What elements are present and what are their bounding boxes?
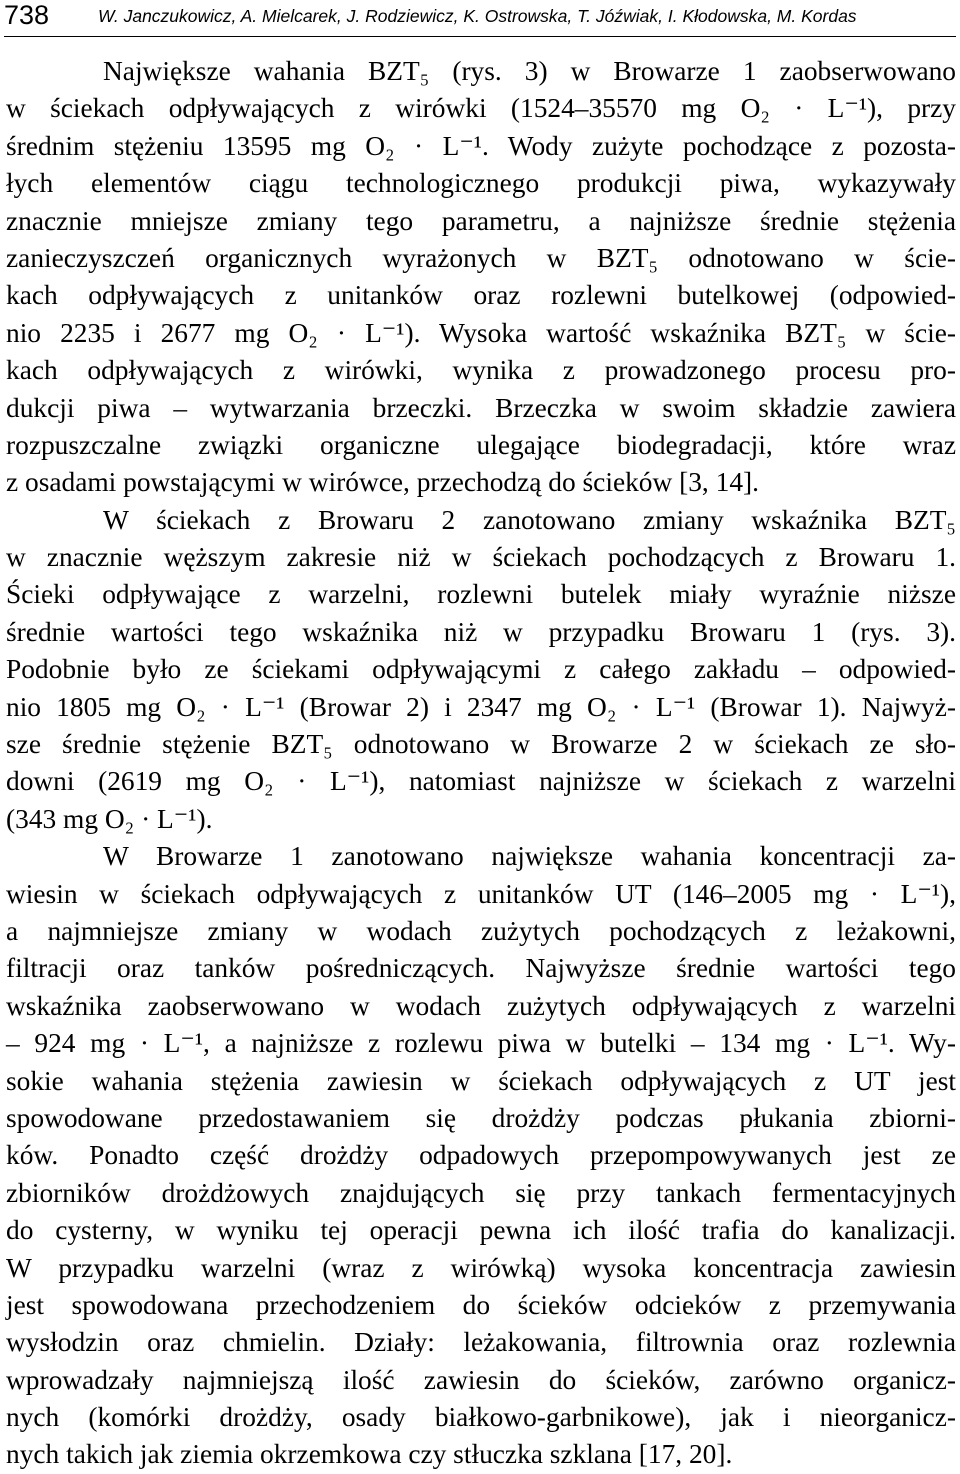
running-header	[4, 0, 956, 37]
body-text	[6, 53, 956, 1474]
text-line: dukcji piwa – wytwarzania brzeczki. Brzeczka w swoim składzie zawiera	[6, 392, 956, 423]
text-line: kach odpływających z unitanków oraz rozlewni butelkowej (odpowied-	[6, 280, 956, 311]
text-line: w znacznie węższym zakresie niż w ściekach pochodzących z Browaru 1.	[6, 542, 956, 573]
text-line: nych takich jak ziemia okrzemkowa czy stłuczka szklana [17, 20].	[6, 1439, 733, 1470]
text-line: – 924 mg · L⁻¹, a najniższe z rozlewu piwa w butelki – 134 mg · L⁻¹. Wy-	[6, 1028, 956, 1059]
paragraph	[6, 838, 956, 1474]
text-line: łych elementów ciągu technologicznego produkcji piwa, wykazywały	[6, 168, 956, 199]
text-line: sze średnie stężenie BZT₅ odnotowano w Browarze 2 w ściekach ze sło-	[6, 729, 956, 760]
text-line: zanieczyszczeń organicznych wyrażonych w BZT₅ odnotowano w ście-	[6, 242, 956, 273]
text-line: Podobnie było ze ściekami odpływającymi z całego zakładu – odpowied-	[6, 654, 956, 685]
text-line: Ścieki odpływające z warzelni, rozlewni butelek miały wyraźnie niższe	[6, 579, 956, 610]
running-header-authors: W. Janczukowicz, A. Mielcarek, J. Rodziewicz, K. Ostrowska, T. Jóźwiak, I. Kłodowska, M. Kordas	[98, 6, 857, 26]
text-line: sokie wahania stężenia zawiesin w ściekach odpływających z UT jest	[6, 1065, 956, 1096]
text-line: wiesin w ściekach odpływających z unitanków UT (146–2005 mg · L⁻¹),	[6, 878, 956, 909]
text-line: z osadami powstającymi w wirówce, przechodzą do ścieków [3, 14].	[6, 467, 759, 498]
paragraph	[6, 53, 956, 502]
text-line: średnim stężeniu 13595 mg O₂ · L⁻¹. Wody zużyte pochodzące z pozosta-	[6, 130, 956, 161]
text-line: W Browarze 1 zanotowano największe wahania koncentracji za-	[103, 841, 956, 872]
text-line: W ściekach z Browaru 2 zanotowano zmiany wskaźnika BZT₅	[103, 504, 956, 535]
text-line: nych (komórki drożdży, osady białkowo-garbnikowe), jak i nieorganicz-	[6, 1402, 956, 1433]
text-line: rozpuszczalne związki organiczne ulegające biodegradacji, które wraz	[6, 429, 956, 460]
text-line: downi (2619 mg O₂ · L⁻¹), natomiast najniższe w ściekach z warzelni	[6, 766, 956, 797]
text-line: spowodowane przedostawaniem się drożdży podczas płukania zbiorni-	[6, 1102, 956, 1133]
text-line: wskaźnika zaobserwowano w wodach zużytych odpływających z warzelni	[6, 990, 956, 1021]
text-line: do cysterny, w wyniku tej operacji pewna ich ilość trafia do kanalizacji.	[6, 1215, 956, 1246]
text-line: znacznie mniejsze zmiany tego parametru, a najniższe średnie stężenia	[6, 205, 956, 236]
text-line: wprowadzały najmniejszą ilość zawiesin do ścieków, zarówno organicz-	[6, 1364, 956, 1395]
text-line: a najmniejsze zmiany w wodach zużytych pochodzących z leżakowni,	[6, 915, 956, 946]
text-line: w ściekach odpływających z wirówki (1524–35570 mg O₂ · L⁻¹), przy	[6, 93, 956, 124]
text-line: nio 1805 mg O₂ · L⁻¹ (Browar 2) i 2347 mg O₂ · L⁻¹ (Browar 1). Najwyż-	[6, 691, 956, 722]
text-line: (343 mg O₂ · L⁻¹).	[6, 803, 213, 834]
text-line: kach odpływających z wirówki, wynika z prowadzonego procesu pro-	[6, 355, 956, 386]
page-number: 738	[4, 0, 50, 30]
text-line: zbiorników drożdżowych znajdujących się przy tankach fermentacyjnych	[6, 1177, 956, 1208]
text-line: wysłodzin oraz chmielin. Działy: leżakowania, filtrownia oraz rozlewnia	[6, 1327, 956, 1358]
text-line: średnie wartości tego wskaźnika niż w przypadku Browaru 1 (rys. 3).	[6, 616, 956, 647]
text-line: filtracji oraz tanków pośredniczących. Najwyższe średnie wartości tego	[6, 953, 956, 984]
text-line: ków. Ponadto część drożdży odpadowych przepompowywanych jest ze	[6, 1140, 956, 1171]
text-line: W przypadku warzelni (wraz z wirówką) wysoka koncentracja zawiesin	[6, 1252, 956, 1283]
text-line: jest spowodowana przechodzeniem do ścieków odcieków z przemywania	[6, 1289, 956, 1320]
text-line: nio 2235 i 2677 mg O₂ · L⁻¹). Wysoka wartość wskaźnika BZT₅ w ście-	[6, 317, 956, 348]
text-line: Największe wahania BZT₅ (rys. 3) w Browarze 1 zaobserwowano	[103, 56, 956, 86]
paragraph	[6, 502, 956, 839]
